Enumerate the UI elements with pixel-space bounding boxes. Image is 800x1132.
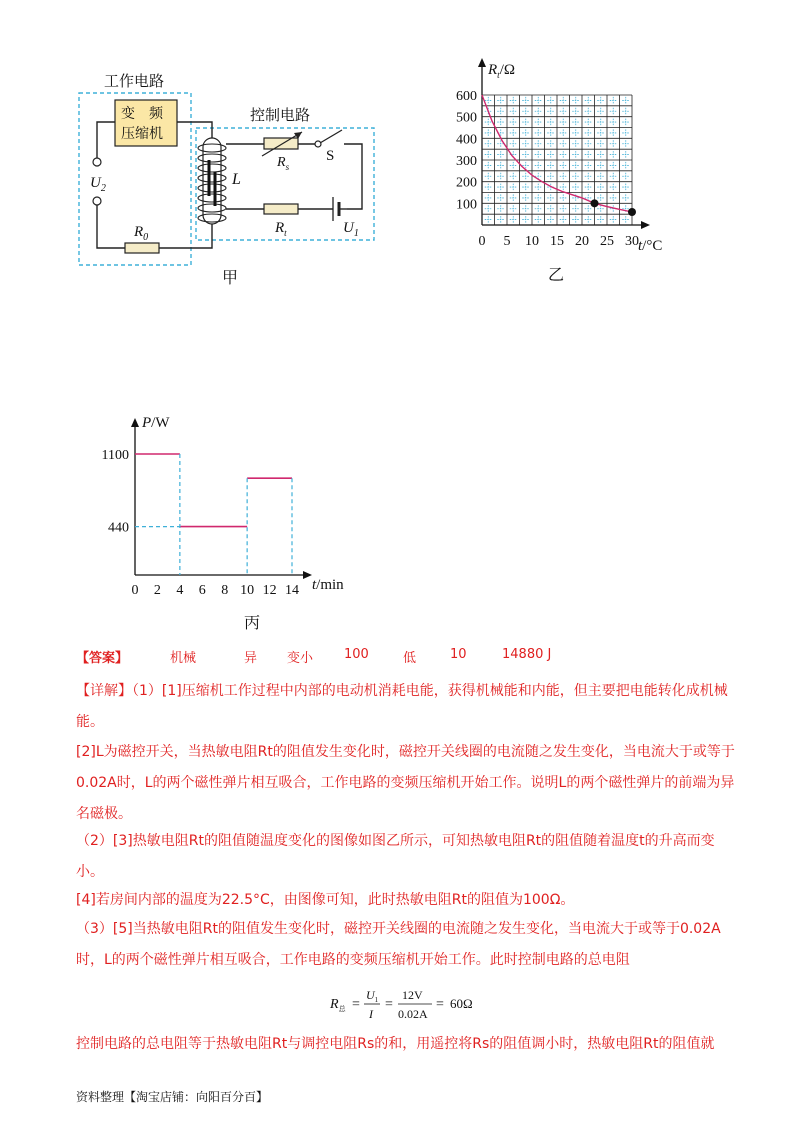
- chart-c-x-tick: 8: [221, 583, 229, 598]
- chart-c-x-tick: 2: [153, 583, 161, 598]
- chart-b-grid-cross: [547, 194, 554, 201]
- chart-b-x-tick: 5: [503, 234, 511, 249]
- chart-b-grid-cross: [572, 216, 579, 223]
- chart-b-grid-cross: [522, 108, 529, 115]
- chart-b-grid-cross: [485, 119, 492, 126]
- chart-b-grid-cross: [622, 140, 629, 147]
- chart-b-grid-cross: [547, 119, 554, 126]
- svg-text:P/W: [141, 415, 170, 431]
- chart-c-x-tick: 14: [285, 583, 299, 598]
- chart-b-grid-cross: [535, 140, 542, 147]
- work-circuit-label: 工作电路: [104, 72, 165, 90]
- chart-b-grid-cross: [572, 162, 579, 169]
- svg-text:=: =: [352, 997, 360, 1012]
- chart-b-grid-cross: [535, 194, 542, 201]
- detail-p1: 【详解】（1）[1]压缩机工作过程中内部的电动机消耗电能，获得机械能和内能，但主要把电能转化成机械能。: [76, 683, 728, 730]
- chart-b-grid-cross: [597, 216, 604, 223]
- chart-b-grid-cross: [622, 173, 629, 180]
- chart-b-grid-cross: [585, 162, 592, 169]
- r0-resistor: [125, 243, 159, 253]
- chart-c-caption: 丙: [244, 613, 261, 632]
- compressor-label-2: 压缩机: [121, 126, 163, 142]
- chart-b-x-tick: 20: [575, 234, 589, 249]
- answer-item-4: 100: [344, 647, 369, 662]
- compressor-label-1: 变 频: [121, 106, 163, 122]
- svg-text:=: =: [385, 997, 393, 1012]
- chart-b-grid-cross: [547, 205, 554, 212]
- chart-b-y-tick: 600: [456, 89, 477, 104]
- chart-b-grid-cross: [597, 108, 604, 115]
- chart-b-grid-cross: [510, 97, 517, 104]
- chart-b-grid-cross: [522, 151, 529, 158]
- formula-num2: 12V: [402, 988, 423, 1002]
- chart-b-grid-cross: [510, 173, 517, 180]
- chart-c-x-tick: 6: [198, 583, 206, 598]
- svg-text:U1: [366, 988, 379, 1004]
- chart-b-grid-cross: [597, 173, 604, 180]
- chart-c-ylabel-unit: /W: [151, 415, 170, 431]
- chart-b-grid-cross: [622, 129, 629, 136]
- chart-b-y-arrow: [478, 58, 486, 67]
- formula-den2: 0.02A: [398, 1007, 428, 1021]
- chart-b-grid-cross: [485, 97, 492, 104]
- chart-rt-vs-temperature: [440, 50, 680, 290]
- chart-c-x-arrow: [303, 571, 312, 579]
- chart-b-grid-cross: [547, 151, 554, 158]
- chart-b-grid-cross: [585, 108, 592, 115]
- chart-b-grid-cross: [497, 119, 504, 126]
- svg-text:Rt: [274, 220, 287, 238]
- chart-b-grid-cross: [622, 108, 629, 115]
- detail-p5: （3）[5]当热敏电阻Rt的阻值发生变化时，磁控开关线圈的电流随之发生变化，当电流大于或等于0.02A时，L的两个磁性弹片相互吸合，工作电路的变频压缩机开始工作。此时控制电路的总电阻: [76, 921, 721, 968]
- chart-b-grid-cross: [572, 184, 579, 191]
- chart-c-y-arrow: [131, 418, 139, 427]
- u2-label: U: [90, 175, 101, 191]
- answer-item-5: 低: [403, 651, 417, 666]
- chart-b-grid-cross: [560, 184, 567, 191]
- chart-b-grid-cross: [547, 216, 554, 223]
- chart-c-y-tick: 440: [108, 520, 129, 536]
- answer-label: 【答案】: [76, 651, 129, 666]
- chart-b-grid-cross: [610, 216, 617, 223]
- chart-b-grid-cross: [522, 119, 529, 126]
- chart-b-xlabel: t: [638, 238, 643, 254]
- chart-b-y-tick: 200: [456, 175, 477, 191]
- chart-b-grid-cross: [485, 162, 492, 169]
- chart-b-grid-cross: [610, 162, 617, 169]
- svg-text:Rt/Ω: [487, 62, 515, 80]
- chart-b-grid-cross: [560, 97, 567, 104]
- chart-b-grid-cross: [585, 119, 592, 126]
- rs-label: R: [277, 155, 286, 170]
- answer-item-2: 异: [244, 651, 258, 666]
- chart-b-grid-cross: [560, 216, 567, 223]
- chart-b-grid-cross: [522, 194, 529, 201]
- chart-b-grid-cross: [597, 162, 604, 169]
- chart-c-xlabel-unit: /min: [316, 577, 344, 593]
- chart-c-x-tick: 0: [131, 583, 139, 598]
- chart-b-grid-cross: [572, 119, 579, 126]
- formula-num1: U: [366, 988, 375, 1002]
- chart-b-x-tick: 25: [600, 234, 614, 249]
- chart-b-grid-cross: [522, 173, 529, 180]
- chart-b-grid-cross: [535, 119, 542, 126]
- chart-c-y-tick: 1100: [101, 448, 129, 463]
- chart-b-grid-cross: [572, 140, 579, 147]
- rs-sub: s: [285, 162, 290, 172]
- chart-b-grid-cross: [535, 216, 542, 223]
- formula-lhs: R: [330, 997, 339, 1012]
- total-resistance-formula: [328, 986, 488, 1022]
- chart-b-ylabel: R: [488, 62, 498, 78]
- figure-a-caption: 甲: [222, 268, 239, 287]
- u1-label: U: [343, 220, 354, 236]
- chart-b-grid-cross: [510, 129, 517, 136]
- s-label: S: [326, 148, 335, 164]
- chart-b-grid-cross: [610, 97, 617, 104]
- chart-b-grid-cross: [585, 184, 592, 191]
- control-circuit-label: 控制电路: [250, 106, 311, 124]
- chart-b-grid-cross: [547, 108, 554, 115]
- chart-b-grid-cross: [597, 184, 604, 191]
- chart-b-grid-cross: [522, 140, 529, 147]
- detail-p6: 控制电路的总电阻等于热敏电阻Rt与调控电阻Rs的和，用遥控将Rs的阻值调小时，热敏电阻Rt的阻值就: [76, 1036, 715, 1052]
- u1-sub: 1: [353, 228, 359, 239]
- svg-text:R总: [329, 997, 347, 1013]
- chart-b-grid-cross: [572, 151, 579, 158]
- chart-b-grid-cross: [560, 151, 567, 158]
- chart-b-grid-cross: [535, 205, 542, 212]
- chart-b-grid-cross: [535, 97, 542, 104]
- answer-item-1: 机械: [170, 651, 197, 666]
- chart-b-xlabel-unit: /°C: [642, 238, 663, 254]
- chart-b-grid-cross: [510, 119, 517, 126]
- chart-b-grid-cross: [610, 151, 617, 158]
- chart-b-grid-cross: [485, 140, 492, 147]
- chart-b-grid-cross: [522, 205, 529, 212]
- r0-label: R: [134, 224, 144, 240]
- chart-b-grid-cross: [622, 162, 629, 169]
- answer-item-6: 10: [450, 647, 467, 662]
- chart-b-x-tick: 0: [478, 234, 486, 249]
- chart-b-grid-cross: [510, 108, 517, 115]
- chart-b-grid-cross: [597, 97, 604, 104]
- rt-thermistor: [264, 204, 298, 214]
- chart-b-grid-cross: [585, 97, 592, 104]
- chart-b-grid-cross: [547, 162, 554, 169]
- chart-b-grid-cross: [622, 97, 629, 104]
- chart-b-grid-cross: [535, 184, 542, 191]
- chart-b-grid-cross: [510, 194, 517, 201]
- chart-b-grid-cross: [560, 140, 567, 147]
- chart-b-grid-cross: [560, 205, 567, 212]
- chart-b-grid-cross: [560, 129, 567, 136]
- chart-b-grid-cross: [497, 108, 504, 115]
- svg-text:R0: [133, 224, 148, 243]
- rs-rheostat: [264, 138, 298, 149]
- chart-b-grid-cross: [485, 184, 492, 191]
- footer-source: 资料整理【淘宝店铺：向阳百分百】: [76, 1090, 269, 1104]
- u2-terminal-top: [93, 158, 101, 166]
- chart-b-grid-cross: [547, 129, 554, 136]
- chart-b-grid-cross: [610, 184, 617, 191]
- svg-text:t/°C: [638, 238, 662, 254]
- chart-b-grid-cross: [560, 162, 567, 169]
- chart-b-grid-cross: [610, 108, 617, 115]
- chart-b-grid-cross: [535, 108, 542, 115]
- chart-b-grid-cross: [597, 129, 604, 136]
- l-label: L: [232, 171, 241, 188]
- chart-power-vs-time: [90, 405, 380, 635]
- chart-b-y-tick: 100: [456, 197, 477, 213]
- circuit-diagram: [0, 0, 800, 300]
- chart-b-grid-cross: [522, 184, 529, 191]
- chart-b-grid-cross: [610, 173, 617, 180]
- chart-b-grid-cross: [585, 205, 592, 212]
- svg-text:U2: [90, 175, 106, 194]
- chart-b-grid-cross: [585, 151, 592, 158]
- chart-b-grid-cross: [485, 194, 492, 201]
- chart-c-xlabel: t: [312, 577, 317, 593]
- chart-b-grid-cross: [522, 97, 529, 104]
- u2-sub: 2: [100, 183, 106, 194]
- detail-p3: （2）[3]热敏电阻Rt的阻值随温度变化的图像如图乙所示，可知热敏电阻Rt的阻值随着温度t的升高而变小。: [76, 833, 715, 880]
- chart-b-x-arrow: [641, 221, 650, 229]
- chart-b-grid-cross: [535, 162, 542, 169]
- chart-b-grid-cross: [485, 151, 492, 158]
- chart-b-grid-cross: [572, 108, 579, 115]
- chart-b-y-tick: 300: [456, 154, 477, 169]
- chart-b-grid-cross: [572, 205, 579, 212]
- chart-b-grid-cross: [510, 184, 517, 191]
- chart-b-grid-cross: [622, 119, 629, 126]
- chart-b-ylabel-unit: /Ω: [499, 62, 516, 78]
- chart-b-grid-cross: [560, 108, 567, 115]
- chart-b-grid-cross: [560, 119, 567, 126]
- chart-b-grid-cross: [510, 162, 517, 169]
- answer-item-3: 变小: [287, 651, 314, 666]
- formula-num1-sub: 1: [374, 996, 379, 1004]
- answer-item-7: 14880 J: [502, 647, 552, 662]
- chart-b-grid-cross: [585, 140, 592, 147]
- rt-sub: t: [284, 228, 287, 238]
- formula-den1: I: [369, 1007, 373, 1021]
- chart-b-grid-cross: [572, 173, 579, 180]
- chart-b-ylabel-sub: t: [497, 70, 500, 80]
- chart-b-grid-cross: [585, 173, 592, 180]
- chart-b-caption: 乙: [548, 265, 565, 284]
- formula-lhs-sub: 总: [338, 1005, 346, 1013]
- chart-b-grid-cross: [497, 162, 504, 169]
- detail-p4: [4]若房间内部的温度为22.5°C，由图像可知，此时热敏电阻Rt的阻值为100Ω。: [76, 892, 575, 908]
- chart-c-ylabel: P: [142, 415, 152, 431]
- chart-b-x-tick: 15: [550, 234, 564, 249]
- svg-text:U1: [343, 220, 359, 239]
- chart-b-grid-cross: [597, 140, 604, 147]
- chart-b-grid-cross: [597, 151, 604, 158]
- chart-c-x-tick: 4: [176, 583, 184, 598]
- chart-b-grid-cross: [485, 216, 492, 223]
- formula-result: 60Ω: [450, 996, 473, 1011]
- chart-b-grid-cross: [547, 97, 554, 104]
- chart-b-grid-cross: [485, 173, 492, 180]
- chart-b-x-tick: 30: [625, 234, 639, 249]
- chart-b-grid-cross: [572, 97, 579, 104]
- chart-b-grid-cross: [547, 173, 554, 180]
- chart-b-grid-cross: [510, 140, 517, 147]
- chart-b-grid-cross: [560, 173, 567, 180]
- chart-b-y-tick: 500: [456, 110, 477, 126]
- chart-b-grid-cross: [497, 151, 504, 158]
- chart-b-grid-cross: [497, 173, 504, 180]
- chart-b-grid-cross: [597, 119, 604, 126]
- switch-s-blade: [320, 130, 342, 143]
- chart-b-grid-cross: [547, 140, 554, 147]
- chart-b-grid-cross: [485, 129, 492, 136]
- svg-text:=: =: [436, 997, 444, 1012]
- r0-sub: 0: [143, 232, 149, 243]
- chart-b-grid-cross: [485, 205, 492, 212]
- chart-b-grid-cross: [610, 194, 617, 201]
- svg-text:Rs: [276, 155, 290, 172]
- chart-b-y-tick: 400: [456, 132, 477, 148]
- chart-b-grid-cross: [535, 129, 542, 136]
- chart-b-grid-cross: [622, 151, 629, 158]
- chart-b-grid-cross: [622, 194, 629, 201]
- chart-b-grid-cross: [585, 129, 592, 136]
- chart-b-grid-cross: [497, 97, 504, 104]
- chart-b-grid-cross: [522, 129, 529, 136]
- switch-s-pivot: [315, 141, 321, 147]
- chart-b-grid-cross: [522, 216, 529, 223]
- chart-b-point-2: [628, 208, 636, 216]
- chart-b-grid-cross: [622, 184, 629, 191]
- detail-p2: [2]L为磁控开关，当热敏电阻Rt的阻值发生变化时，磁控开关线圈的电流随之发生变化，当电流大于或等于0.02A时，L的两个磁性弹片相互吸合，工作电路的变频压缩机开始工作。说明L的两个磁性弹片的前端为异名磁极。: [76, 744, 735, 822]
- chart-b-x-tick: 10: [525, 234, 539, 249]
- rt-label: R: [275, 220, 285, 236]
- chart-b-grid-cross: [610, 129, 617, 136]
- chart-b-grid-cross: [610, 140, 617, 147]
- chart-c-x-tick: 12: [262, 583, 277, 598]
- chart-b-grid-cross: [610, 119, 617, 126]
- chart-c-x-tick: 10: [240, 583, 255, 598]
- chart-b-grid-cross: [572, 129, 579, 136]
- chart-b-grid-cross: [597, 194, 604, 201]
- chart-b-grid-cross: [497, 216, 504, 223]
- u2-terminal-bottom: [93, 197, 101, 205]
- chart-b-grid-cross: [497, 205, 504, 212]
- chart-b-grid-cross: [585, 216, 592, 223]
- chart-b-point-1: [591, 199, 599, 207]
- chart-b-grid-cross: [535, 151, 542, 158]
- chart-b-grid-cross: [497, 184, 504, 191]
- chart-b-grid-cross: [510, 205, 517, 212]
- chart-b-grid-cross: [510, 216, 517, 223]
- svg-text:t/min: [312, 577, 344, 593]
- chart-b-grid-cross: [497, 194, 504, 201]
- chart-b-grid-cross: [560, 194, 567, 201]
- chart-b-grid-cross: [622, 216, 629, 223]
